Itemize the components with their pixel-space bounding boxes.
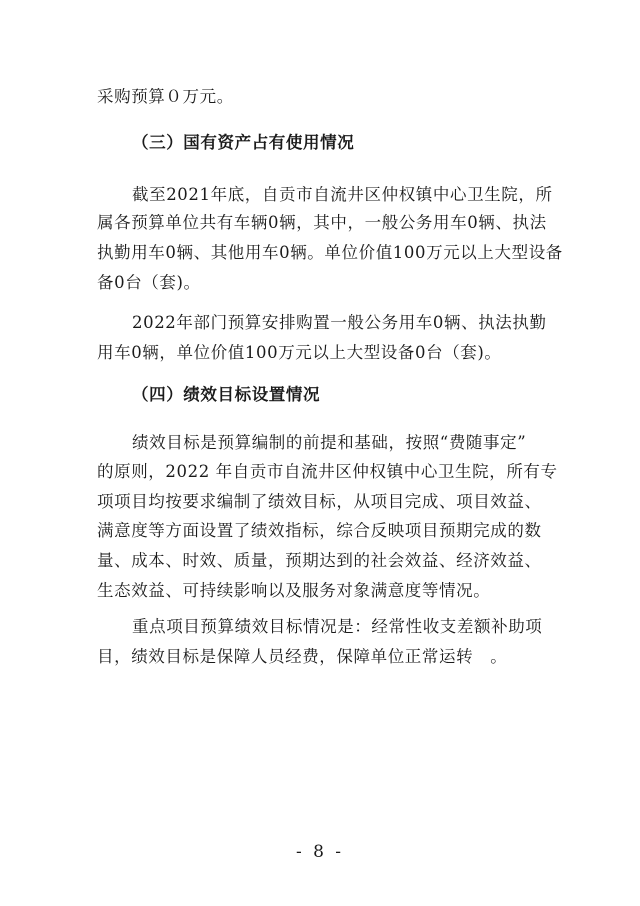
paragraph-goals-line-2: 的原则，2022 年自贡市自流井区仲权镇中心卫生院，所有专	[97, 462, 558, 481]
paragraph-goals-line-4: 满意度等方面设置了绩效指标，综合反映项目预期完成的数	[97, 521, 542, 540]
paragraph-assets-line-4: 备0台（套)。	[97, 273, 201, 292]
paragraph-assets-line-2: 属各预算单位共有车辆0辆，其中，一般公务用车0辆、执法	[97, 213, 547, 232]
page-number: - 8 -	[295, 842, 345, 862]
section-heading-state-assets: （三）国有资产占有使用情况	[132, 133, 355, 152]
paragraph-goals-line-1: 绩效目标是预算编制的前提和基础，按照“费随事定”	[132, 433, 527, 452]
paragraph-key-projects-line-1: 重点项目预算绩效目标情况是：经常性收支差额补助项	[132, 617, 543, 636]
paragraph-goals-line-3: 项项目均按要求编制了绩效目标，从项目完成、项目效益、	[97, 492, 542, 511]
paragraph-purchase-line-1: 2022年部门预算安排购置一般公务用车0辆、执法执勤	[132, 313, 547, 332]
text-line-procurement-budget: 采购预算０万元。	[97, 87, 234, 106]
paragraph-goals-line-5: 量、成本、时效、质量，预期达到的社会效益、经济效益、	[97, 551, 542, 570]
paragraph-key-projects-line-2: 目，绩效目标是保障人员经费，保障单位正常运转 。	[97, 647, 508, 666]
section-heading-performance-goals: （四）绩效目标设置情况	[132, 385, 321, 404]
paragraph-goals-line-6: 生态效益、可持续影响以及服务对象满意度等情况。	[97, 581, 491, 600]
paragraph-purchase-line-2: 用车0辆，单位价值100万元以上大型设备0台（套)。	[97, 343, 502, 362]
paragraph-assets-line-3: 执勤用车0辆、其他用车0辆。单位价值100万元以上大型设备	[97, 243, 563, 262]
paragraph-assets-line-1: 截至2021年底，自贡市自流井区仲权镇中心卫生院，所	[132, 185, 553, 204]
